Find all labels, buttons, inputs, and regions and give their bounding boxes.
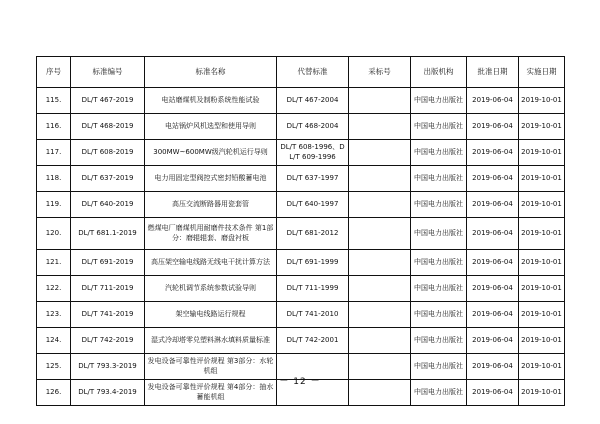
cell-name: 湿式冷却塔零兑塑料淋水填料质量标准 — [145, 328, 277, 354]
cell-substitute: DL/T 711-1999 — [277, 276, 349, 302]
cell-code: DL/T 742-2019 — [71, 328, 145, 354]
cell-name: 高压交流断路器用瓷套管 — [145, 192, 277, 218]
cell-seq: 115. — [37, 88, 71, 114]
table-row — [37, 88, 565, 114]
cell-code: DL/T 637-2019 — [71, 166, 145, 192]
cell-approve-date: 2019-06-04 — [467, 328, 519, 354]
cell-effect-date: 2019-10-01 — [519, 166, 565, 192]
cell-effect-date: 2019-10-01 — [519, 114, 565, 140]
cell-org: 中国电力出版社 — [411, 218, 467, 250]
cell-seq: 119. — [37, 192, 71, 218]
cell-code: DL/T 608-2019 — [71, 140, 145, 166]
cell-substitute: DL/T 742-2001 — [277, 328, 349, 354]
cell-substitute: DL/T 608-1996、DL/T 609-1996 — [277, 140, 349, 166]
standards-table-wrapper — [36, 56, 564, 406]
cell-substitute: DL/T 741-2010 — [277, 302, 349, 328]
cell-seq: 120. — [37, 218, 71, 250]
cell-code: DL/T 681.1-2019 — [71, 218, 145, 250]
cell-effect-date: 2019-10-01 — [519, 328, 565, 354]
cell-adopt — [349, 140, 411, 166]
cell-effect-date: 2019-10-01 — [519, 218, 565, 250]
cell-effect-date: 2019-10-01 — [519, 140, 565, 166]
cell-code: DL/T 793.3-2019 — [71, 354, 145, 380]
cell-code: DL/T 711-2019 — [71, 276, 145, 302]
cell-seq: 121. — [37, 250, 71, 276]
cell-name: 燃煤电厂磨煤机用耐磨件技术条件 第1部分：磨辊辊套、磨盘衬板 — [145, 218, 277, 250]
cell-substitute: DL/T 468-2004 — [277, 114, 349, 140]
cell-effect-date: 2019-10-01 — [519, 276, 565, 302]
standards-table — [36, 56, 565, 406]
cell-effect-date: 2019-10-01 — [519, 88, 565, 114]
cell-approve-date: 2019-06-04 — [467, 192, 519, 218]
cell-substitute: DL/T 640-1997 — [277, 192, 349, 218]
cell-org: 中国电力出版社 — [411, 302, 467, 328]
cell-name: 电力用固定型阀控式密封铅酸蓄电池 — [145, 166, 277, 192]
cell-substitute: DL/T 467-2004 — [277, 88, 349, 114]
cell-adopt — [349, 218, 411, 250]
column-header-seq: 序号 — [37, 57, 71, 88]
cell-code: DL/T 793.4-2019 — [71, 380, 145, 406]
cell-approve-date: 2019-06-04 — [467, 380, 519, 406]
cell-seq: 116. — [37, 114, 71, 140]
column-header-name: 标准名称 — [145, 57, 277, 88]
cell-approve-date: 2019-06-04 — [467, 302, 519, 328]
cell-adopt — [349, 250, 411, 276]
cell-name: 发电设备可靠性评价规程 第4部分：抽水蓄能机组 — [145, 380, 277, 406]
cell-approve-date: 2019-06-04 — [467, 250, 519, 276]
table-row — [37, 114, 565, 140]
cell-adopt — [349, 166, 411, 192]
cell-adopt — [349, 88, 411, 114]
cell-adopt — [349, 302, 411, 328]
cell-org: 中国电力出版社 — [411, 88, 467, 114]
table-row — [37, 140, 565, 166]
page-number: － 12 － — [279, 377, 321, 387]
cell-seq: 126. — [37, 380, 71, 406]
cell-effect-date: 2019-10-01 — [519, 302, 565, 328]
column-header-effect-date: 实施日期 — [519, 57, 565, 88]
table-body — [37, 88, 565, 406]
cell-effect-date: 2019-10-01 — [519, 192, 565, 218]
cell-name: 电站磨煤机及制粉系统性能试验 — [145, 88, 277, 114]
cell-code: DL/T 467-2019 — [71, 88, 145, 114]
table-row — [37, 302, 565, 328]
table-row — [37, 250, 565, 276]
table-header-row — [37, 57, 565, 88]
cell-approve-date: 2019-06-04 — [467, 140, 519, 166]
table-row — [37, 328, 565, 354]
cell-approve-date: 2019-06-04 — [467, 354, 519, 380]
cell-name: 300MW~600MW级汽轮机运行导则 — [145, 140, 277, 166]
cell-org: 中国电力出版社 — [411, 380, 467, 406]
cell-substitute: DL/T 691-1999 — [277, 250, 349, 276]
cell-org: 中国电力出版社 — [411, 166, 467, 192]
cell-approve-date: 2019-06-04 — [467, 276, 519, 302]
cell-adopt — [349, 114, 411, 140]
column-header-substitute: 代替标准 — [277, 57, 349, 88]
cell-org: 中国电力出版社 — [411, 328, 467, 354]
cell-code: DL/T 691-2019 — [71, 250, 145, 276]
cell-seq: 117. — [37, 140, 71, 166]
cell-seq: 123. — [37, 302, 71, 328]
table-row — [37, 218, 565, 250]
table-row — [37, 276, 565, 302]
cell-adopt — [349, 276, 411, 302]
table-row — [37, 192, 565, 218]
cell-name: 电站锅炉风机选型和使用导则 — [145, 114, 277, 140]
cell-adopt — [349, 192, 411, 218]
cell-substitute: DL/T 637-1997 — [277, 166, 349, 192]
column-header-approve-date: 批准日期 — [467, 57, 519, 88]
cell-name: 发电设备可靠性评价规程 第3部分：水轮机组 — [145, 354, 277, 380]
cell-org: 中国电力出版社 — [411, 114, 467, 140]
cell-approve-date: 2019-06-04 — [467, 218, 519, 250]
cell-org: 中国电力出版社 — [411, 354, 467, 380]
cell-name: 高压架空输电线路无线电干扰计算方法 — [145, 250, 277, 276]
cell-name: 汽轮机调节系统参数试验导则 — [145, 276, 277, 302]
cell-effect-date: 2019-10-01 — [519, 354, 565, 380]
cell-code: DL/T 741-2019 — [71, 302, 145, 328]
cell-seq: 122. — [37, 276, 71, 302]
cell-org: 中国电力出版社 — [411, 276, 467, 302]
cell-org: 中国电力出版社 — [411, 192, 467, 218]
cell-effect-date: 2019-10-01 — [519, 380, 565, 406]
cell-code: DL/T 468-2019 — [71, 114, 145, 140]
column-header-code: 标准编号 — [71, 57, 145, 88]
cell-code: DL/T 640-2019 — [71, 192, 145, 218]
cell-seq: 125. — [37, 354, 71, 380]
cell-approve-date: 2019-06-04 — [467, 166, 519, 192]
table-header — [37, 57, 565, 88]
cell-approve-date: 2019-06-04 — [467, 88, 519, 114]
cell-adopt — [349, 328, 411, 354]
cell-seq: 124. — [37, 328, 71, 354]
cell-seq: 118. — [37, 166, 71, 192]
column-header-org: 出版机构 — [411, 57, 467, 88]
cell-org: 中国电力出版社 — [411, 140, 467, 166]
column-header-adopt: 采标号 — [349, 57, 411, 88]
cell-org: 中国电力出版社 — [411, 250, 467, 276]
cell-name: 架空输电线路运行规程 — [145, 302, 277, 328]
cell-approve-date: 2019-06-04 — [467, 114, 519, 140]
table-row — [37, 166, 565, 192]
cell-substitute: DL/T 681-2012 — [277, 218, 349, 250]
cell-effect-date: 2019-10-01 — [519, 250, 565, 276]
